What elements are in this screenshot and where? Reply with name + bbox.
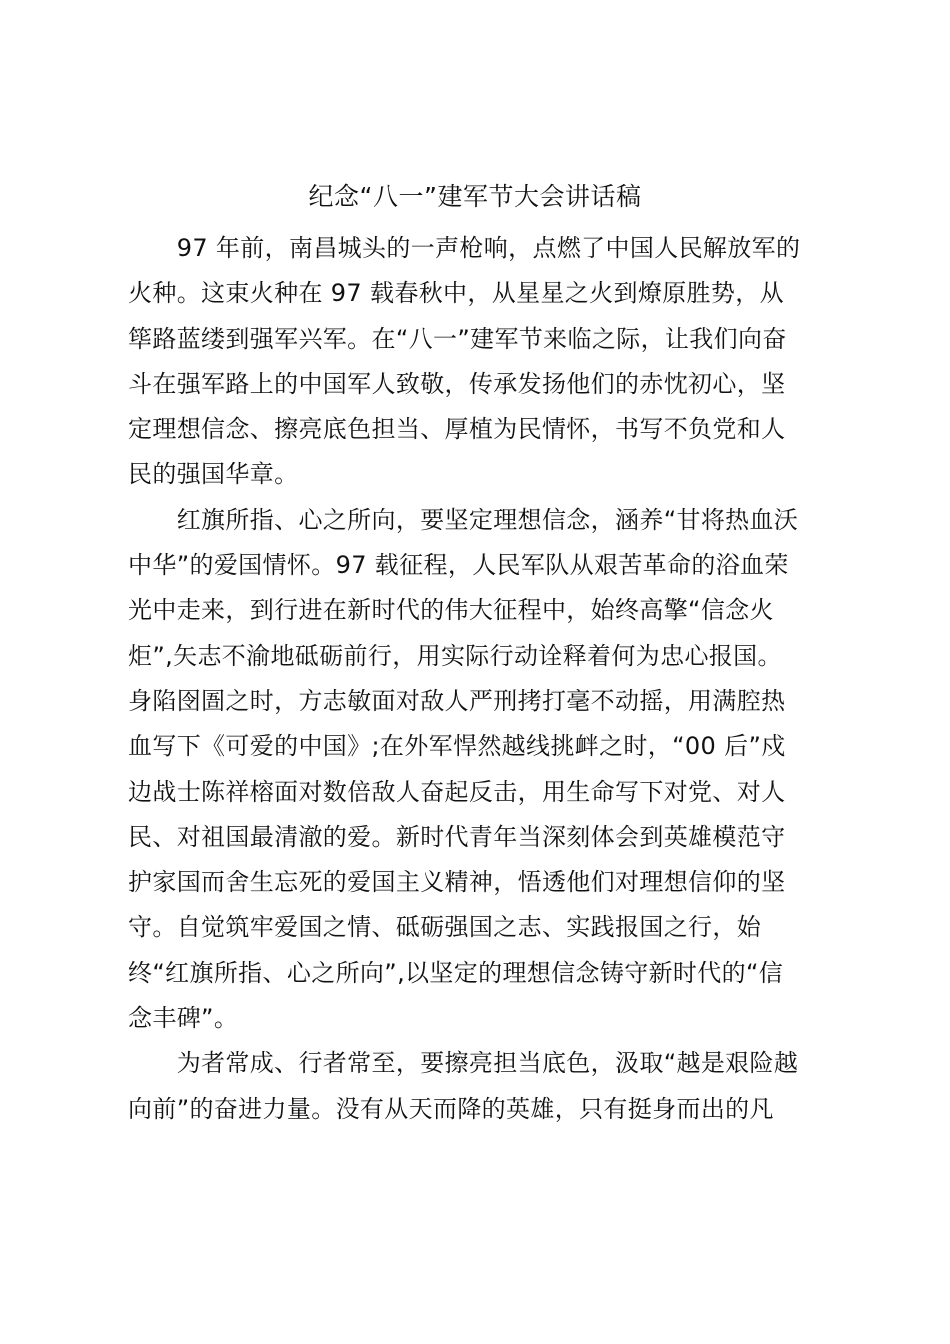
paragraph-2	[128, 498, 834, 1042]
paragraph-line: 筚路蓝缕到强军兴军。在“八一”建军节来临之际，让我们向奋	[128, 324, 787, 353]
paragraph-3	[128, 1041, 834, 1132]
paragraph-1	[128, 226, 834, 498]
paragraph-line: 炬”,矢志不渝地砥砺前行，用实际行动诠释着何为忠心报国。	[128, 641, 782, 670]
paragraph-line: 念丰碑”。	[128, 1004, 239, 1033]
document-title: 纪念“八一”建军节大会讲话稿	[308, 182, 642, 211]
paragraph-line: 民、对祖国最清澈的爱。新时代青年当深刻体会到英雄模范守	[128, 822, 786, 851]
paragraph-line: 火种。这束火种在 97 载春秋中，从星星之火到燎原胜势，从	[128, 279, 784, 308]
document-body	[128, 226, 834, 1132]
paragraph-line: 红旗所指、心之所向，要坚定理想信念，涵养“甘将热血沃	[128, 505, 799, 534]
paragraph-line: 向前”的奋进力量。没有从天而降的英雄，只有挺身而出的凡	[128, 1094, 774, 1123]
paragraph-line: 终“红旗所指、心之所向”,以坚定的理想信念铸守新时代的“信	[128, 958, 784, 987]
paragraph-line: 定理想信念、擦亮底色担当、厚植为民情怀，书写不负党和人	[128, 415, 786, 444]
paragraph-line: 97 年前，南昌城头的一声枪响，点燃了中国人民解放军的	[128, 234, 801, 262]
paragraph-line: 中华”的爱国情怀。97 载征程，人民军队从艰苦革命的浴血荣	[128, 551, 789, 580]
paragraph-line: 斗在强军路上的中国军人致敬，传承发扬他们的赤忱初心，坚	[128, 369, 786, 398]
paragraph-line: 守。自觉筑牢爱国之情、砥砺强国之志、实践报国之行，始	[128, 913, 762, 942]
paragraph-line: 血写下《可爱的中国》;在外军悍然越线挑衅之时，“00 后”戍	[128, 732, 786, 761]
paragraph-line: 光中走来，到行进在新时代的伟大征程中，始终高擎“信念火	[128, 596, 774, 625]
paragraph-line: 为者常成、行者常至，要擦亮担当底色，汲取“越是艰险越	[128, 1049, 799, 1078]
paragraph-line: 护家国而舍生忘死的爱国主义精神，悟透他们对理想信仰的坚	[128, 868, 786, 897]
paragraph-line: 民的强国华章。	[128, 460, 299, 489]
paragraph-line: 边战士陈祥榕面对数倍敌人奋起反击，用生命写下对党、对人	[128, 777, 786, 806]
paragraph-line: 身陷囹圄之时，方志敏面对敌人严刑拷打毫不动摇，用满腔热	[128, 686, 786, 715]
